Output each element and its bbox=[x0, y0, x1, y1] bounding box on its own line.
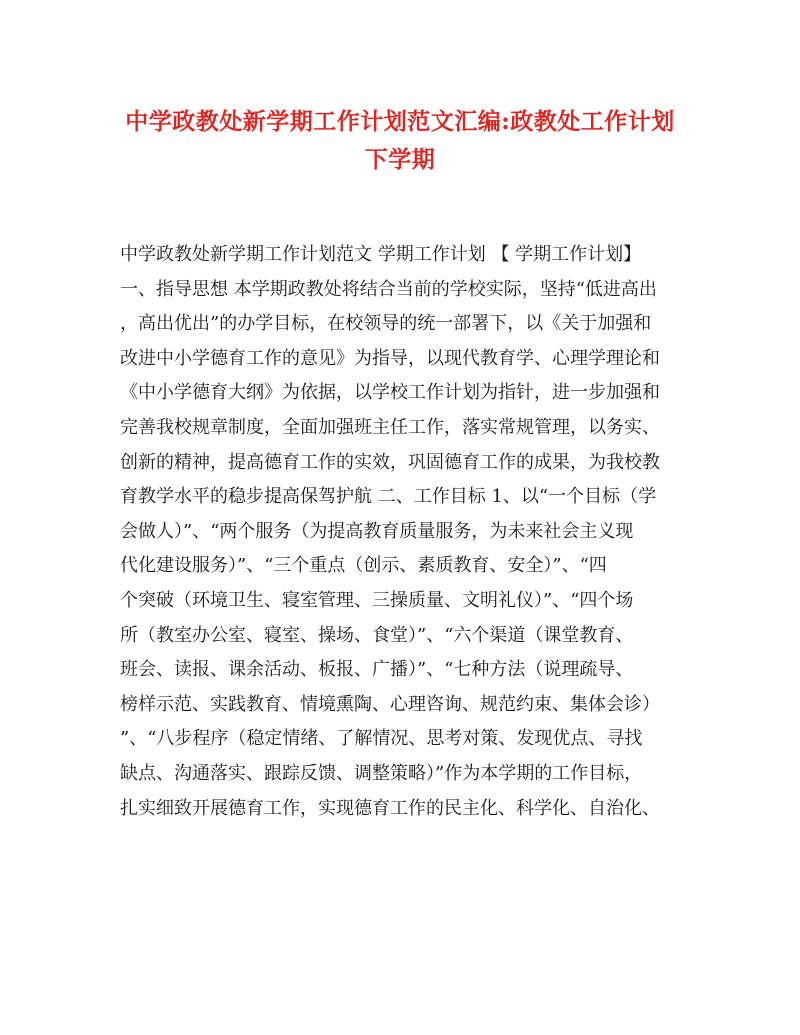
body-line: 完善我校规章制度，全面加强班主任工作，落实常规管理，以务实、 bbox=[120, 416, 660, 438]
body-line: 中学政教处新学期工作计划范文 学期工作计划 【 学期工作计划】 bbox=[120, 244, 642, 265]
body-line: 育教学水平的稳步提高保驾护航 二、工作目标 1、以“一个目标（学 bbox=[120, 486, 657, 508]
body-line: ”、“八步程序（稳定情绪、了解情况、思考对策、发现优点、寻找 bbox=[120, 728, 643, 750]
body-line: 会做人）”、“两个服务（为提高教育质量服务，为未来社会主义现 bbox=[120, 520, 634, 542]
body-line: 榜样示范、实践教育、情境熏陶、心理咨询、规范约束、集体会诊） bbox=[120, 693, 660, 715]
body-line: 缺点、沟通落实、跟踪反馈、调整策略）”作为本学期的工作目标， bbox=[120, 762, 643, 784]
body-line: 所（教室办公室、寝室、操场、食堂）”、“六个渠道（课堂教育、 bbox=[120, 624, 634, 646]
document-body bbox=[120, 238, 680, 826]
body-line: 一、指导思想 本学期政教处将结合当前的学校实际，坚持“低进高出 bbox=[120, 278, 657, 300]
title-line-2: 下学期 bbox=[364, 146, 436, 173]
body-line: ，高出优出”的办学目标，在校领导的统一部署下，以《关于加强和 bbox=[120, 313, 652, 335]
title-line-1: 中学政教处新学期工作计划范文汇编:政教处工作计划 bbox=[125, 108, 675, 135]
body-line: 创新的精神，提高德育工作的实效，巩固德育工作的成果，为我校教 bbox=[120, 451, 660, 473]
body-line: 班会、读报、课余活动、板报、广播）”、“七种方法（说理疏导、 bbox=[120, 659, 634, 681]
document-title bbox=[100, 103, 700, 179]
body-line: 代化建设服务）”、“三个重点（创示、素质教育、安全）”、“四 bbox=[120, 555, 607, 577]
body-line: 个突破（环境卫生、寝室管理、三操质量、文明礼仪）”、“四个场 bbox=[120, 589, 634, 611]
body-line: 《中小学德育大纲》为依据，以学校工作计划为指针，进一步加强和 bbox=[120, 382, 660, 404]
body-line: 扎实细致开展德育工作，实现德育工作的民主化、科学化、自治化、 bbox=[120, 797, 660, 819]
body-line: 改进中小学德育工作的意见》为指导，以现代教育学、心理学理论和 bbox=[120, 347, 660, 369]
